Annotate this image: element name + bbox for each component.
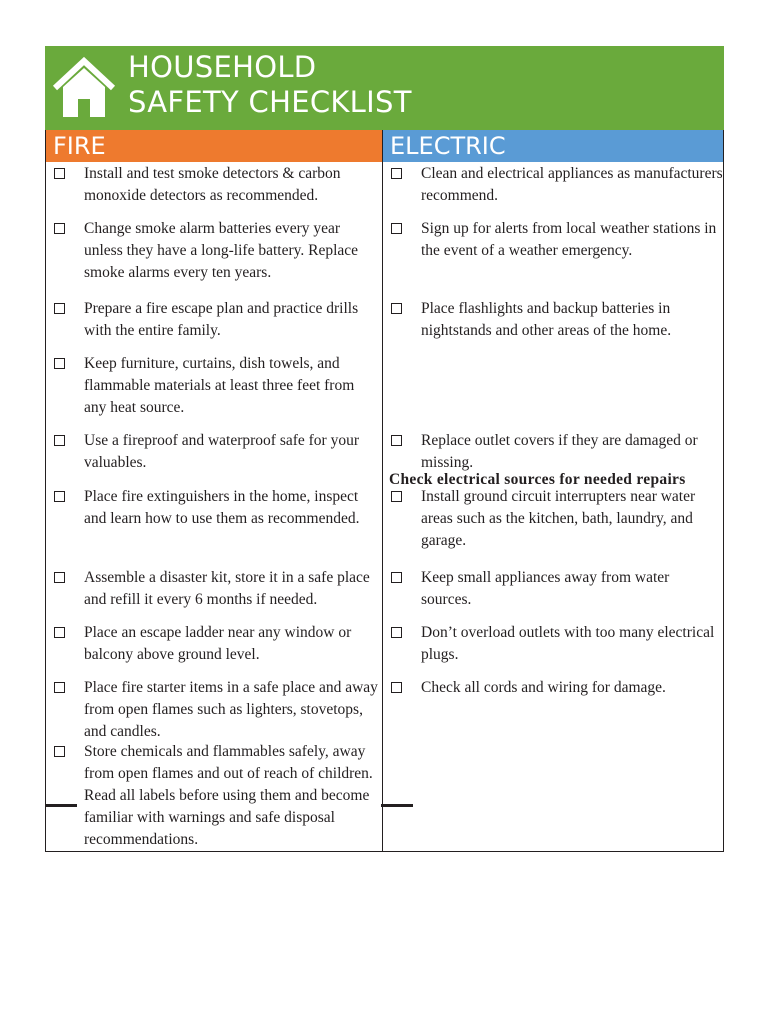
electric-heading: ELECTRIC bbox=[383, 130, 723, 162]
electric-column bbox=[383, 130, 723, 851]
checkbox[interactable] bbox=[391, 303, 402, 314]
checkbox[interactable] bbox=[54, 303, 65, 314]
page-title bbox=[128, 50, 412, 120]
title-line-1: HOUSEHOLD bbox=[128, 50, 317, 84]
checkbox[interactable] bbox=[391, 491, 402, 502]
fire-column bbox=[46, 130, 383, 851]
item-text: Change smoke alarm batteries every year unless they have a long-life battery. Replace smoke alarms every ten years. bbox=[84, 220, 359, 281]
checkbox[interactable] bbox=[54, 491, 65, 502]
table-border-tab bbox=[381, 804, 413, 807]
checkbox[interactable] bbox=[391, 223, 402, 234]
item-text: Place fire extinguishers in the home, inspect and learn how to use them as recommended. bbox=[84, 488, 360, 527]
item-text: Check all cords and wiring for damage. bbox=[421, 679, 666, 696]
checkbox[interactable] bbox=[54, 358, 65, 369]
item-text: Replace outlet covers if they are damaged or missing. bbox=[421, 432, 698, 471]
item-text: Keep furniture, curtains, dish towels, and flammable materials at least three feet from any heat source. bbox=[84, 355, 355, 416]
checklist-sheet bbox=[45, 46, 724, 852]
checkbox[interactable] bbox=[391, 435, 402, 446]
checkbox[interactable] bbox=[54, 627, 65, 638]
repairs-subheading: Check electrical sources for needed repairs bbox=[389, 471, 686, 488]
title-line-2: SAFETY CHECKLIST bbox=[128, 85, 412, 119]
checkbox[interactable] bbox=[391, 572, 402, 583]
checkbox[interactable] bbox=[391, 682, 402, 693]
item-text: Install and test smoke detectors & carbon monoxide detectors as recommended. bbox=[84, 165, 341, 204]
checklist-columns bbox=[45, 130, 724, 852]
checkbox[interactable] bbox=[54, 168, 65, 179]
checkbox[interactable] bbox=[54, 435, 65, 446]
table-border-tab bbox=[45, 804, 77, 807]
item-text: Clean and electrical appliances as manufacturers recommend. bbox=[421, 165, 723, 204]
item-text: Use a fireproof and waterproof safe for your valuables. bbox=[84, 432, 360, 471]
checkbox[interactable] bbox=[54, 223, 65, 234]
item-text: Keep small appliances away from water sources. bbox=[421, 569, 670, 608]
item-text: Place flashlights and backup batteries in nightstands and other areas of the home. bbox=[421, 300, 672, 339]
checkbox[interactable] bbox=[391, 627, 402, 638]
item-text: Sign up for alerts from local weather stations in the event of a weather emergency. bbox=[421, 220, 717, 259]
item-text: Place an escape ladder near any window or balcony above ground level. bbox=[84, 624, 352, 663]
house-icon bbox=[51, 55, 117, 121]
item-text: Assemble a disaster kit, store it in a safe place and refill it every 6 months if needed. bbox=[84, 569, 370, 608]
item-text: Store chemicals and flammables safely, away from open flames and out of reach of children. Read all labels before using them and become familiar with warnings and safe disposal recommendations. bbox=[84, 743, 373, 848]
checkbox[interactable] bbox=[54, 682, 65, 693]
item-text: Don’t overload outlets with too many electrical plugs. bbox=[421, 624, 715, 663]
item-text: Install ground circuit interrupters near water areas such as the kitchen, bath, laundry, and garage. bbox=[421, 488, 696, 549]
fire-heading: FIRE bbox=[46, 130, 382, 162]
item-text: Place fire starter items in a safe place and away from open flames such as lighters, stovetops, and candles. bbox=[84, 679, 378, 740]
checkbox[interactable] bbox=[391, 168, 402, 179]
checkbox[interactable] bbox=[54, 746, 65, 757]
checkbox[interactable] bbox=[54, 572, 65, 583]
title-banner bbox=[45, 46, 724, 130]
item-text: Prepare a fire escape plan and practice drills with the entire family. bbox=[84, 300, 359, 339]
